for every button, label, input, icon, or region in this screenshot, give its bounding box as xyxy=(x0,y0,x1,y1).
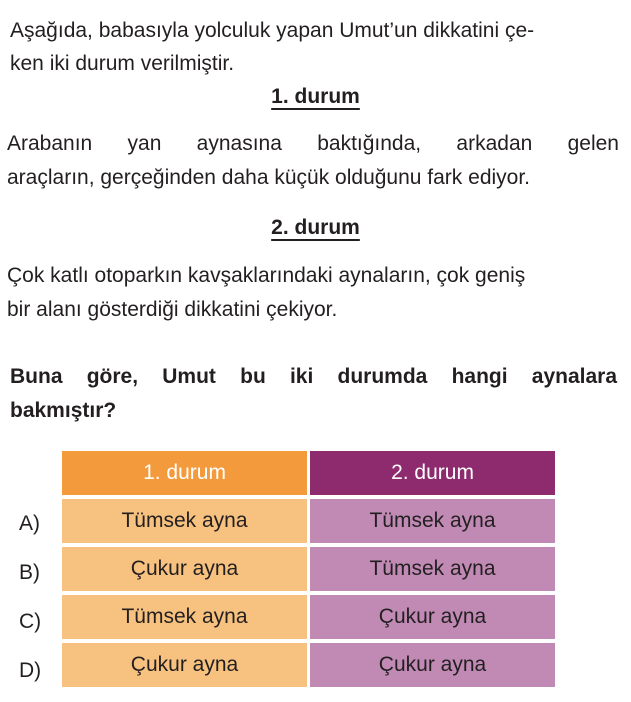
situation-1-text xyxy=(7,127,619,195)
situation-2-line-1: Çok katlı otoparkın kavşaklarındaki aynaların, çok geniş xyxy=(7,264,526,287)
situation-2-line-2: bir alanı gösterdiği dikkatini çekiyor. xyxy=(7,298,338,321)
option-a-col2: Tümsek ayna xyxy=(310,499,555,543)
intro-text xyxy=(10,14,608,80)
question-line-2: bakmıştır? xyxy=(10,399,117,422)
table-header-row xyxy=(62,451,555,495)
option-c-letter[interactable]: C) xyxy=(19,610,42,633)
situation-1-line-2: araçların, gerçeğinden daha küçük olduğunu fark ediyor. xyxy=(7,166,531,189)
option-b-letter[interactable]: B) xyxy=(19,561,40,584)
table-row[interactable] xyxy=(62,499,555,543)
option-a-letter[interactable]: A) xyxy=(19,512,40,535)
option-c-col1: Tümsek ayna xyxy=(62,595,307,639)
option-b-col2: Tümsek ayna xyxy=(310,547,555,591)
option-c-col2: Çukur ayna xyxy=(310,595,555,639)
option-d-letter[interactable]: D) xyxy=(19,659,42,682)
option-d-col2: Çukur ayna xyxy=(310,643,555,687)
situation-2-heading: 2. durum xyxy=(271,216,360,239)
question-line-1: Buna göre, Umut bu iki durumda hangi aynalara xyxy=(10,365,617,388)
table-row[interactable] xyxy=(62,643,555,687)
situation-1-line-1: Arabanın yan aynasına baktığında, arkadan gelen xyxy=(7,132,619,155)
option-a-col1: Tümsek ayna xyxy=(62,499,307,543)
situation-2-text xyxy=(7,259,619,327)
intro-line-1: Aşağıda, babasıyla yolculuk yapan Umut’un dikkatini çe- xyxy=(10,19,535,42)
situation-1-heading: 1. durum xyxy=(271,85,360,108)
table-row[interactable] xyxy=(62,595,555,639)
question-text xyxy=(10,360,617,428)
header-durum-1: 1. durum xyxy=(62,451,307,495)
answer-table xyxy=(62,451,555,691)
header-durum-2: 2. durum xyxy=(310,451,555,495)
table-row[interactable] xyxy=(62,547,555,591)
intro-line-2: ken iki durum verilmiştir. xyxy=(10,52,235,75)
option-d-col1: Çukur ayna xyxy=(62,643,307,687)
option-b-col1: Çukur ayna xyxy=(62,547,307,591)
